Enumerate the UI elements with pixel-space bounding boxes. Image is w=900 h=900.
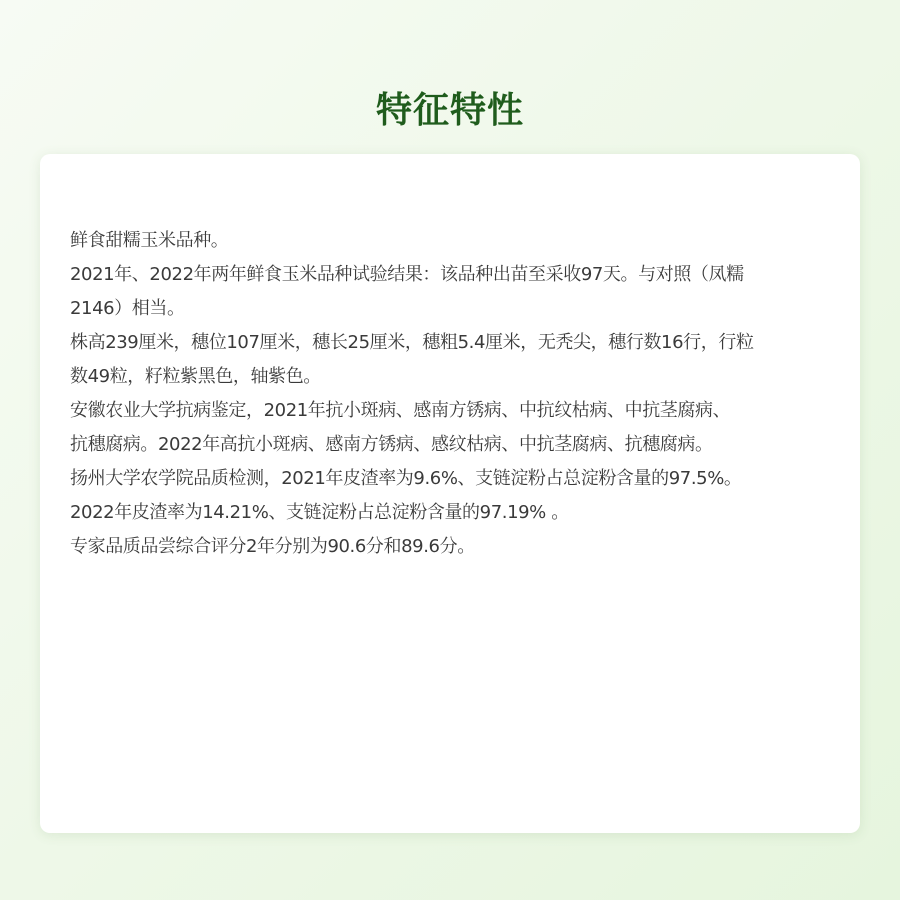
text-line: 2021年、2022年两年鲜食玉米品种试验结果：该品种出苗至采收97天。与对照（凤糯 xyxy=(70,264,744,285)
text-line: 株高239厘米，穗位107厘米，穗长25厘米，穗粗5.4厘米，无秃尖，穗行数16行，行粒 xyxy=(70,332,754,353)
content-card xyxy=(40,154,860,833)
page-title: 特征特性 xyxy=(375,90,524,132)
text-line: 安徽农业大学抗病鉴定，2021年抗小斑病、感南方锈病、中抗纹枯病、中抗茎腐病、 xyxy=(70,400,731,421)
text-line: 鲜食甜糯玉米品种。 xyxy=(70,230,229,251)
text-line: 抗穗腐病。2022年高抗小斑病、感南方锈病、感纹枯病、中抗茎腐病、抗穗腐病。 xyxy=(70,434,713,455)
text-line: 扬州大学农学院品质检测，2021年皮渣率为9.6%、支链淀粉占总淀粉含量的97.5%。 xyxy=(70,468,742,489)
text-line: 2022年皮渣率为14.21%、支链淀粉占总淀粉含量的97.19% 。 xyxy=(70,502,569,523)
text-line: 数49粒，籽粒紫黑色，轴紫色。 xyxy=(70,366,321,387)
text-line: 2146）相当。 xyxy=(70,298,185,319)
text-line: 专家品质品尝综合评分2年分别为90.6分和89.6分。 xyxy=(70,536,475,557)
